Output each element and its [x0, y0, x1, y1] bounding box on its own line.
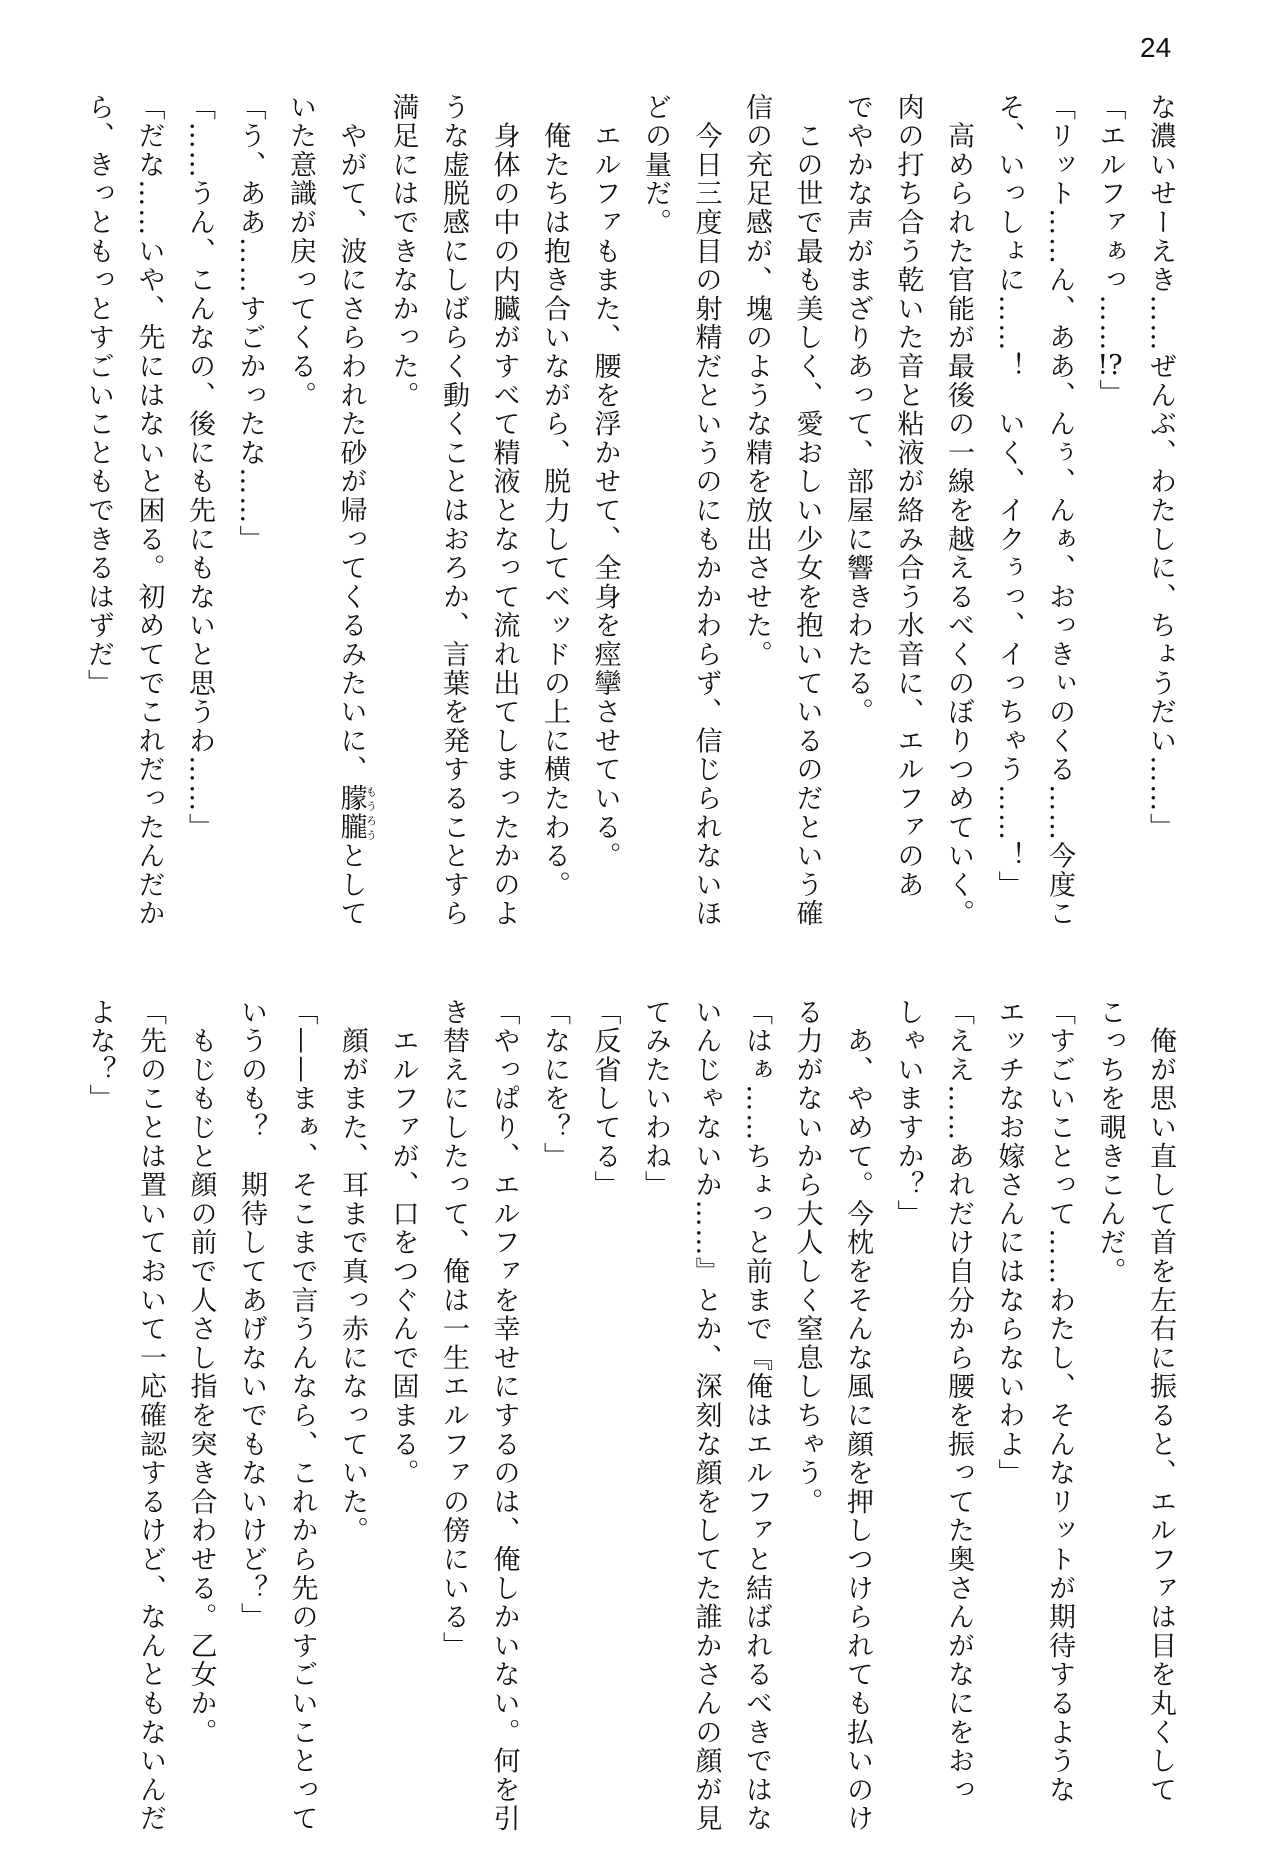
text-line: いた意識が戻ってくる。: [285, 93, 316, 410]
text-line: き替えにしたって、俺は一生エルファの傍にいる」: [438, 998, 469, 1661]
text-line: 肉の打ち合う乾いた音と粘液が絡み合う水音に、エルファのあ: [892, 93, 924, 900]
text-line: 俺たちは抱き合いながら、脱力してベッドの上に横たわる。: [539, 93, 570, 900]
text-block-top: [70, 93, 1185, 938]
text-segment: として: [335, 841, 367, 929]
text-line: この世で最も美しく、愛おしい少女を抱いているのだという確: [791, 93, 823, 929]
text-line: いんじゃないか……』とか、深刻な顔をしてた誰かさんの顔が見: [690, 998, 722, 1834]
text-line: な濃いせーえき……ぜんぶ、わたしに、ちょうだい……」: [1145, 93, 1176, 842]
text-line: よな？」: [84, 998, 116, 1114]
text-line: 信の充足感が、塊のような精を放出させた。: [741, 93, 772, 669]
text-line: いうのも？ 期待してあげないでもないけど？」: [236, 998, 267, 1632]
text-line: しゃいますか？」: [892, 998, 924, 1229]
text-line: 「だな……いや、先にはないと困る。初めてでこれだったんだか: [133, 93, 165, 929]
text-line: [1084, 93, 1135, 938]
text-line: てみたいわね」: [640, 998, 671, 1200]
text-line: エルファもまた、腰を浮かせて、全身を痙攣させている。: [589, 93, 621, 871]
text-segment: 「エルファぁっ……: [1094, 93, 1126, 353]
text-line: どの量だ。: [640, 93, 671, 237]
text-line: もじもじと顔の前で人さし指を突き合わせる。乙女か。: [185, 998, 217, 1747]
text-line: あ、やめて。今枕をそんな風に顔を押しつけられても払いのけ: [842, 998, 873, 1834]
text-line: うな虚脱感にしばらく動くことはおろか、言葉を発することすら: [438, 93, 469, 929]
text-line: 「う、ああ……すごかったな……」: [234, 93, 266, 554]
text-line: こっちを覗きこんだ。: [1094, 998, 1126, 1286]
text-line: [325, 93, 377, 938]
text-segment: 」: [1094, 379, 1126, 409]
text-line: 今日三度目の射精だというのにもかかわらず、信じられないほ: [690, 93, 722, 929]
page-number: 24: [1140, 32, 1172, 63]
text-line: ら、きっともっとすごいこともできるはずだ」: [83, 93, 114, 698]
text-line: 「……うん、こんなの、後にも先にもないと思うわ……」: [184, 93, 215, 842]
text-line: 「——まぁ、そこまで言うんなら、これから先のすごいことって: [286, 998, 318, 1834]
text-line: 「すごいことって……わたし、そんなリットが期待するような: [1044, 998, 1075, 1805]
ruby-text: もうろう: [364, 784, 378, 842]
text-line: 「先のことは置いておいて一応確認するけど、なんともないんだ: [135, 998, 166, 1834]
text-line: る力がないから大人しく窒息しちゃう。: [791, 998, 823, 1517]
text-segment-upright: !?: [1097, 352, 1123, 380]
ruby-annotation: [335, 784, 378, 842]
text-line: エッチなお嫁さんにはならないわよ」: [993, 998, 1025, 1488]
text-line: 身体の中の内臓がすべて精液となって流れ出てしまったかのよ: [488, 93, 520, 929]
text-line: 「リット……ん、ああ、んぅ、んぁ、おっきぃのくる……今度こ: [1044, 93, 1075, 929]
text-line: 「ええ……あれだけ自分から腰を振ってた奥さんがなにをおっ: [943, 998, 974, 1805]
text-line: 「反省してる」: [589, 998, 621, 1200]
text-line: でやかな声がまざりあって、部屋に響きわたる。: [842, 93, 873, 727]
text-line: エルファが、口をつぐんで固まる。: [387, 998, 419, 1488]
text-segment: やがて、波にさらわれた砂が帰ってくるみたいに、: [335, 93, 367, 785]
text-line: 顔がまた、耳まで真っ赤になっていた。: [337, 998, 368, 1546]
text-line: 満足にはできなかった。: [387, 93, 419, 410]
text-line: 「はぁ……ちょっと前まで『俺はエルファと結ばれるべきではな: [741, 998, 772, 1834]
text-line: 「なにを？」: [539, 998, 570, 1171]
ruby-base: 朦朧: [335, 784, 367, 842]
text-line: 俺が思い直して首を左右に振ると、エルファは目を丸くして: [1145, 998, 1176, 1805]
text-line: そ、いっしょに……！ いく、イクぅっ、イっちゃう……！」: [993, 93, 1025, 900]
text-block-bottom: [70, 998, 1185, 1843]
text-line: 「やっぱり、エルファを幸せにするのは、俺しかいない。何を引: [488, 998, 520, 1834]
text-line: 高められた官能が最後の一線を越えるべくのぼりつめていく。: [943, 93, 974, 929]
